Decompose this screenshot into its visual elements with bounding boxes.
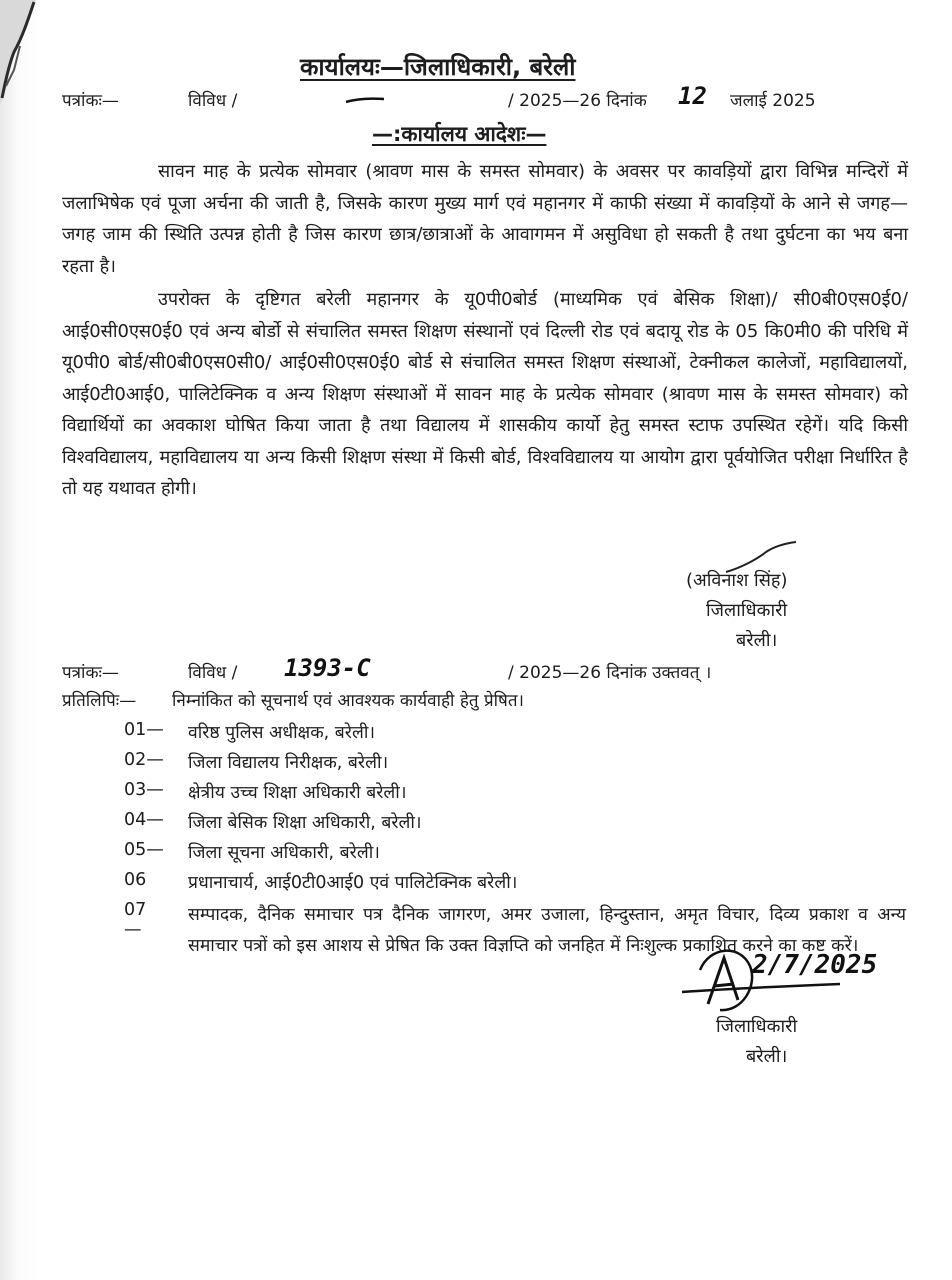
cc-list-item [0, 840, 952, 868]
signatory-name: (अविनाश सिंह) [686, 570, 788, 591]
cc-item-text: वरिष्ठ पुलिस अधीक्षक, बरेली। [188, 723, 375, 743]
cc-item-number: 06 [124, 870, 147, 890]
ref-category: विविध / [188, 91, 238, 111]
signature-handwritten-date: 2/7/2025 [752, 950, 878, 980]
copy-ref-category: विविध / [188, 663, 238, 683]
copy-ref-year: / 2025—26 दिनांक उक्तवत् । [508, 663, 712, 683]
printed-date: जलाई 2025 [730, 91, 816, 111]
ref-label: पत्रांकः— [62, 91, 119, 111]
cc-item-number: 01— [124, 720, 164, 740]
cc-item-text-long: सम्पादक, दैनिक समाचार पत्र दैनिक जागरण, अमर उजाला, हिन्दुस्तान, अमृत विचार, दिव्य प्रकाश व अन्य समाचार पत्रों को इस आशय से प्रेषित कि उक्त विज्ञप्ति को जनहित में निःशुल्क प्रकाशित करने का कष्ट करें। [188, 905, 906, 956]
page-edge-mark [0, 0, 40, 110]
cc-list-item [0, 810, 952, 838]
cc-item-number: 04— [124, 810, 164, 830]
ref-year: / 2025—26 दिनांक [508, 91, 647, 111]
ref-number-blank-stroke [344, 96, 386, 106]
copy-ref-label: पत्रांकः— [62, 663, 119, 683]
order-title: —:कार्यालय आदेशः— [372, 122, 547, 146]
order-paragraph-2: उपरोक्त के दृष्टिगत बरेली महानगर के यू0पी0बोर्ड (माध्यमिक एवं बेसिक शिक्षा)/ सी0बी0एस0ई0/आई0सी0एस0ई0 एवं अन्य बोर्डो से संचालित समस्त शिक्षण संस्थानों एवं दिल्ली रोड एवं बदायू रोड के 05 कि0मी0 की परिधि में यू0पी0 बोर्ड/सी0बी0एस0सी0/ आई0सी0एस0ई0 बोर्ड से संचालित समस्त शिक्षण संस्थाओं, टेक्नीकल कालेजों, महाविद्यालयों, आई0टी0आई0, पालिटेक्निक व अन्य शिक्षण संस्थाओं में सावन माह के प्रत्येक सोमवार (श्रावण मास के समस्त सोमवार) को विद्यार्थियों का अवकाश घोषित किया जाता है तथा विद्यालय में शासकीय कार्यो हेतु समस्त स्टाफ उपस्थित रहेगें। यदि किसी विश्वविद्यालय, महाविद्यालय या अन्य किसी शिक्षण संस्था में किसी बोर्ड, विश्वविद्यालय या आयोग द्वारा पूर्वयोजित परीक्षा निर्धारित है तो यह यथावत होगी। [62, 289, 908, 499]
signatory-designation: जिलाधिकारी [706, 600, 788, 621]
cc-list-item [0, 750, 952, 778]
cc-item-text: क्षेत्रीय उच्च शिक्षा अधिकारी बरेली। [188, 783, 407, 803]
handwritten-date: 12 [678, 82, 707, 110]
cc-item-number: 02— [124, 750, 164, 770]
cc-item-number: 07— [124, 900, 147, 940]
cc-list-item [0, 870, 952, 898]
office-heading: कार्यालयः—जिलाधिकारी, बरेली [300, 53, 576, 81]
cc-item-number: 03— [124, 780, 164, 800]
cc-list-item [0, 780, 952, 808]
cc-label: प्रतिलिपिः— [62, 691, 137, 711]
final-designation: जिलाधिकारी [716, 1016, 798, 1037]
cc-list-item-number-row [0, 900, 150, 940]
cc-item-text: प्रधानाचार्य, आई0टी0आई0 एवं पालिटेक्निक बरेली। [188, 873, 518, 893]
order-paragraph-1: सावन माह के प्रत्येक सोमवार (श्रावण मास के समस्त सोमवार) के अवसर पर कावड़ियों द्वारा विभिन्न मन्दिरों में जलाभिषेक एवं पूजा अर्चना की जाती है, जिसके कारण मुख्य मार्ग एवं महानगर में काफी संख्या में कावड़ियों के आने से जगह—जगह जाम की स्थिति उत्पन्न होती है जिस कारण छात्र/छात्राओं के आवागमन में असुविधा हो सकती है तथा दुर्घटना का भय बना रहता है। [62, 161, 908, 277]
cc-item-text: जिला विद्यालय निरीक्षक, बरेली। [188, 753, 389, 773]
final-place: बरेली। [746, 1046, 788, 1067]
copy-ref-number-handwritten: 1393-C [284, 654, 371, 682]
signatory-place: बरेली। [736, 630, 778, 651]
cc-intro: निम्नांकित को सूचनार्थ एवं आवश्यक कार्यवाही हेतु प्रेषित। [172, 691, 525, 711]
cc-item-number: 05— [124, 840, 164, 860]
cc-item-text: जिला सूचना अधिकारी, बरेली। [188, 843, 380, 863]
cc-list-item [0, 720, 952, 748]
cc-item-text: जिला बेसिक शिक्षा अधिकारी, बरेली। [188, 813, 422, 833]
